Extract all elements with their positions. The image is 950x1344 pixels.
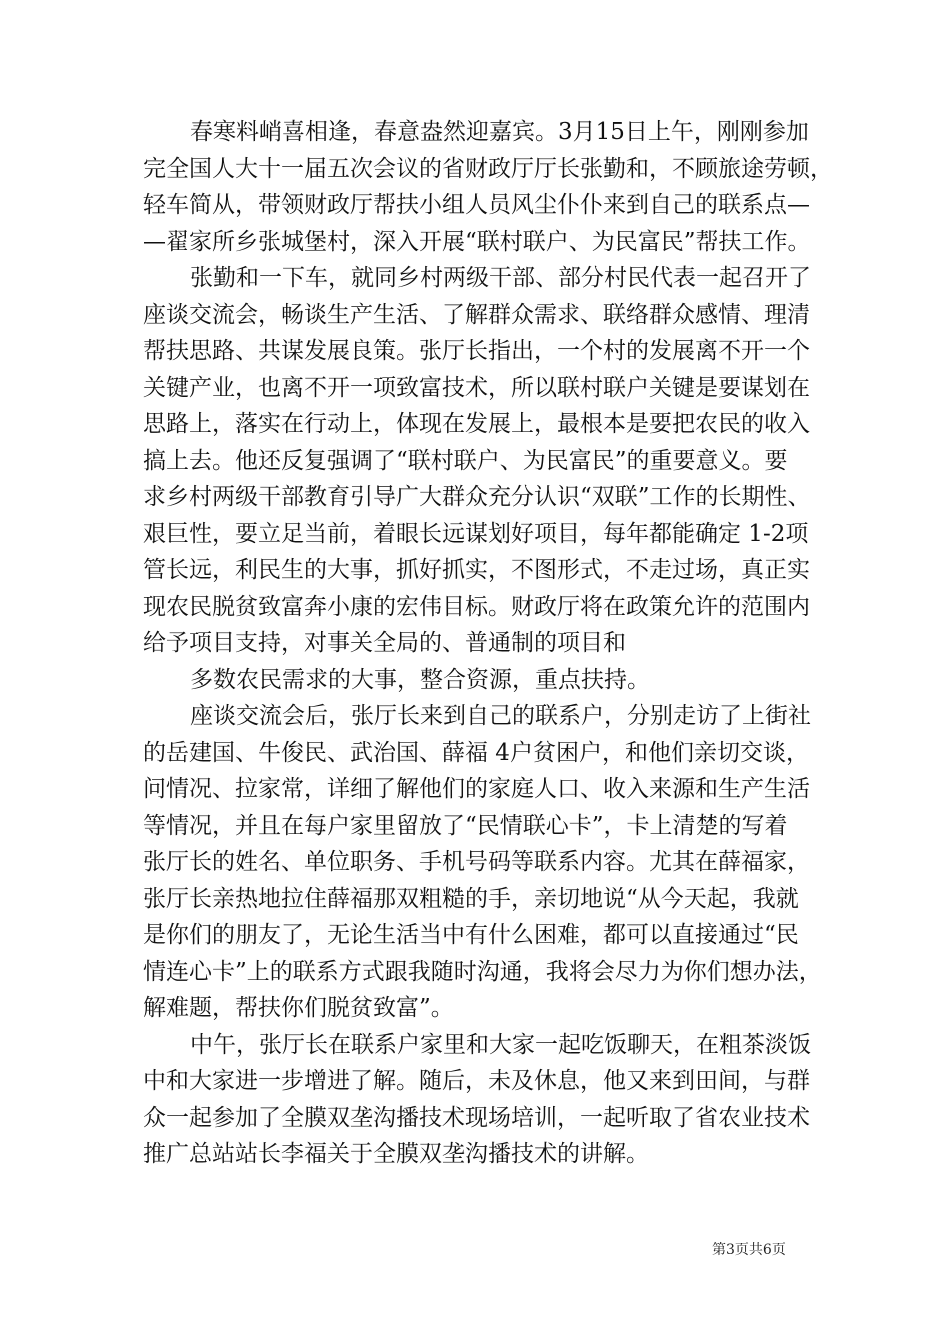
text-line: 关键产业，也离不开一项致富技术，所以联村联户关键是要谋划在	[143, 375, 810, 401]
text-line: 求乡村两级干部教育引导广大群众充分认识“双联”工作的长期性、	[143, 484, 811, 510]
text-line: 座谈交流会后，张厅长来到自己的联系户，分别走访了上街社	[190, 703, 811, 729]
text-line: 春寒料峭喜相逢，春意盎然迎嘉宾。3月15日上午，刚刚参加	[190, 119, 809, 145]
text-line: 管长远，利民生的大事，抓好抓实，不图形式，不走过场，真正实	[143, 557, 810, 583]
text-line: 解难题，帮扶你们脱贫致富”。	[143, 995, 454, 1021]
text-line: 帮扶思路、共谋发展良策。张厅长指出，一个村的发展离不开一个	[143, 338, 810, 364]
text-line: 张厅长的姓名、单位职务、手机号码等联系内容。尤其在薛福家，	[143, 849, 810, 875]
text-line: 艰巨性，要立足当前，着眼长远谋划好项目，每年都能确定 1-2项	[143, 521, 809, 547]
text-line: 情连心卡”上的联系方式跟我随时沟通，我将会尽力为你们想办法，	[143, 959, 822, 985]
text-line: —翟家所乡张城堡村，深入开展“联村联户、为民富民”帮扶工作。	[143, 229, 811, 255]
text-line: 是你们的朋友了，无论生活当中有什么困难，都可以直接通过“民	[143, 922, 799, 948]
text-line: 搞上去。他还反复强调了“联村联户、为民富民”的重要意义。要	[143, 448, 788, 474]
text-line: 中和大家进一步增进了解。随后，未及休息，他又来到田间，与群	[143, 1068, 810, 1094]
text-line: 众一起参加了全膜双垄沟播技术现场培训，一起听取了省农业技术	[143, 1105, 810, 1131]
text-line: 张厅长亲热地拉住薛福那双粗糙的手，亲切地说“从今天起，我就	[143, 886, 799, 912]
text-line: 完全国人大十一届五次会议的省财政厅厅长张勤和，不顾旅途劳顿，	[143, 156, 833, 182]
text-line: 现农民脱贫致富奔小康的宏伟目标。财政厅将在政策允许的范围内	[143, 594, 810, 620]
text-line: 中午，张厅长在联系户家里和大家一起吃饭聊天，在粗茶淡饭	[190, 1032, 811, 1058]
text-line: 张勤和一下车，就同乡村两级干部、部分村民代表一起召开了	[190, 265, 811, 291]
text-line: 轻车简从，带领财政厅帮扶小组人员风尘仆仆来到自己的联系点—	[143, 192, 810, 218]
text-line: 问情况、拉家常，详细了解他们的家庭人口、收入来源和生产生活	[143, 776, 810, 802]
text-line: 座谈交流会，畅谈生产生活、了解群众需求、联络群众感情、理清	[143, 302, 810, 328]
text-line: 思路上，落实在行动上，体现在发展上，最根本是要把农民的收入	[143, 411, 810, 437]
text-line: 给予项目支持，对事关全局的、普通制的项目和	[143, 630, 626, 656]
text-line: 推广总站站长李福关于全膜双垄沟播技术的讲解。	[143, 1141, 649, 1167]
page-number: 第3页共6页	[712, 1242, 786, 1258]
text-line: 的岳建国、牛俊民、武治国、薛福 4户贫困户，和他们亲切交谈，	[143, 740, 809, 766]
text-line: 多数农民需求的大事，整合资源，重点扶持。	[190, 667, 650, 693]
text-line: 等情况，并且在每户家里留放了“民情联心卡”，卡上清楚的写着	[143, 813, 788, 839]
